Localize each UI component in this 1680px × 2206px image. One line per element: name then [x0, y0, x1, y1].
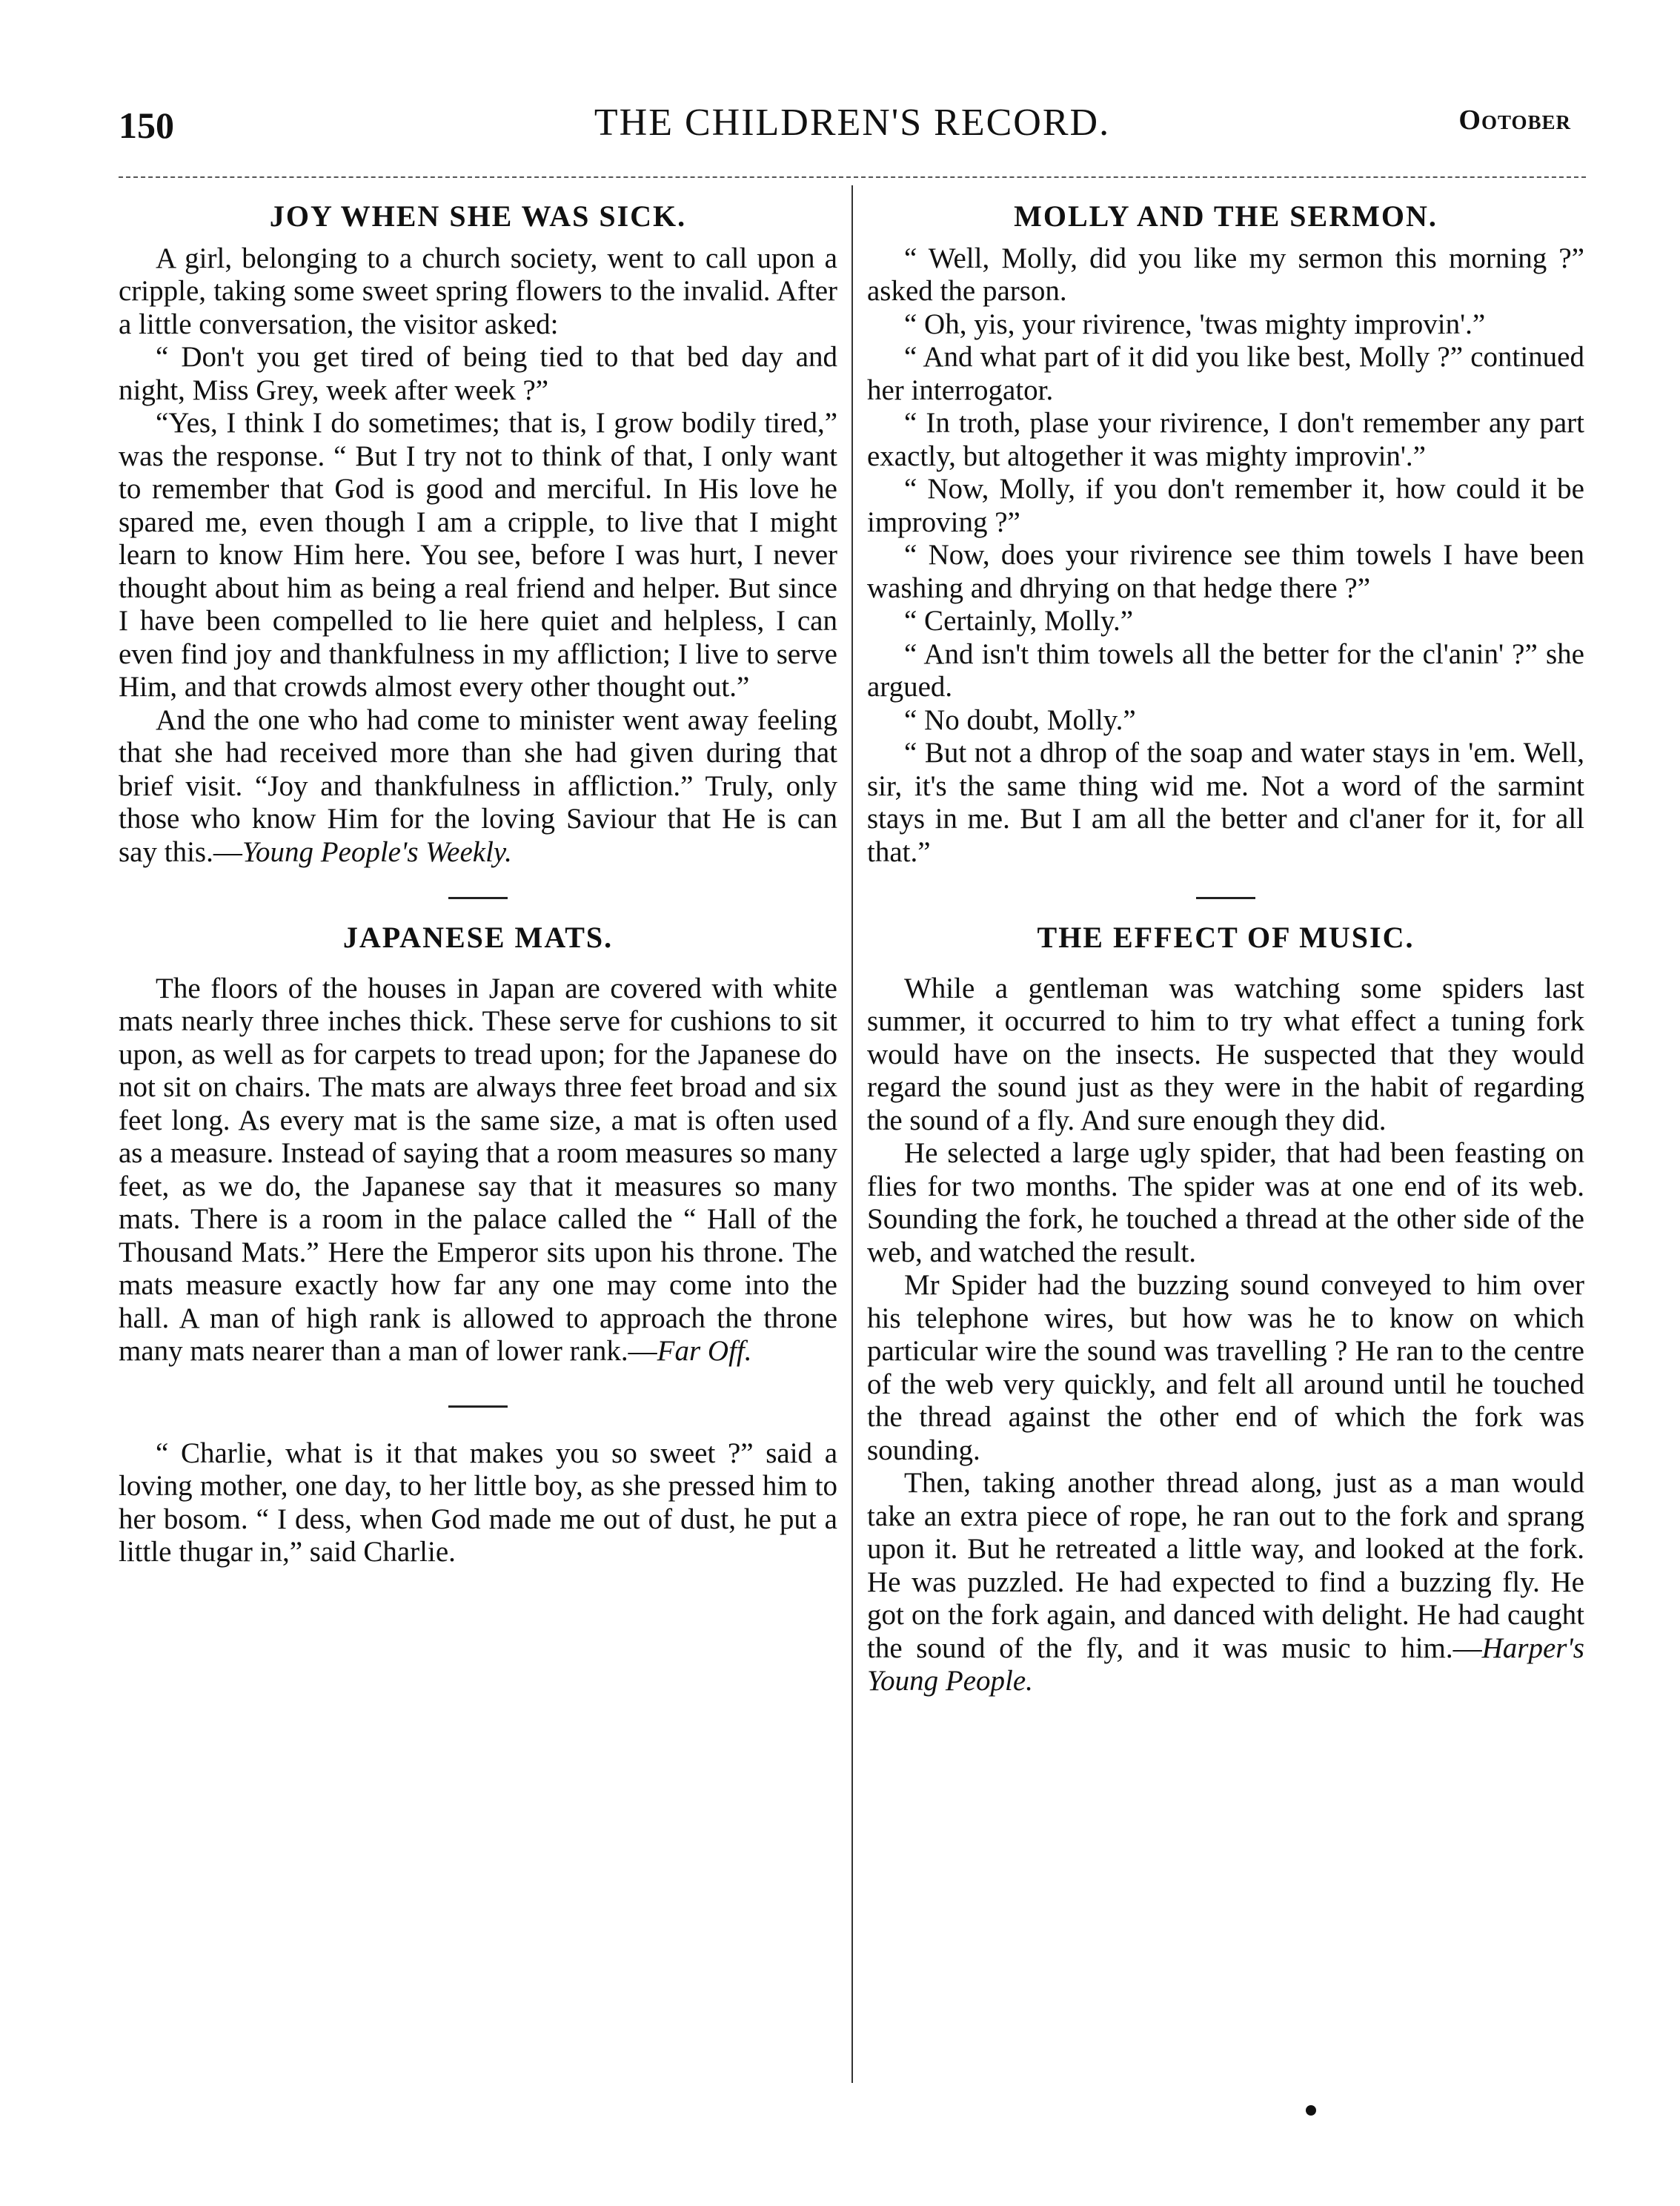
paragraph: “ Well, Molly, did you like my sermon this morning ?” asked the parson. — [867, 242, 1584, 307]
paragraph: “ In troth, plase your rivirence, I don't remember any part exactly, but altogether it was mighty improvin'.” — [867, 407, 1584, 472]
paragraph: “ Now, does your rivirence see thim towels I have been washing and dhrying on that hedge there ?” — [867, 539, 1584, 604]
column-divider — [851, 185, 853, 2083]
paragraph: Mr Spider had the buzzing sound conveyed to him over his telephone wires, but how was he to know on which particular wire the sound was travelling ? He ran to the centre of the web very quickly, and felt all around until he touched the thread against the other end of which the fork was sounding. — [867, 1269, 1584, 1466]
article-title-music: THE EFFECT OF MUSIC. — [1037, 921, 1415, 954]
paragraph: “ And isn't thim towels all the better for the cl'anin' ?” she argued. — [867, 637, 1584, 703]
paragraph: While a gentleman was watching some spiders last summer, it occurred to him to try what effect a tuning fork would have on the insects. He suspected that they would regard the sound just as they were in the habit of regarding the sound of a fly. And sure enough they did. — [867, 972, 1584, 1136]
paragraph — [867, 1467, 1584, 1698]
section-divider — [448, 1405, 508, 1408]
paragraph: “ Now, Molly, if you don't remember it, how could it be improving ?” — [867, 473, 1584, 538]
left-column — [119, 200, 837, 1569]
paragraph: “Yes, I think I do sometimes; that is, I grow bodily tired,” was the response. “ But I try not to think of that, I only want to remember that God is good and merciful. In His love he spared me, even though I am a cripple, to live that I might learn to know Him here. You see, before I was hurt, I never thought about him as being a real friend and helper. But since I have been compelled to lie here quiet and helpless, I can even find joy and thankfulness in my affliction; I live to serve Him, and that crowds almost every other thought out.” — [119, 407, 837, 703]
article-source: Far Off. — [657, 1335, 752, 1367]
paragraph: A girl, belonging to a church society, went to call upon a cripple, taking some sweet spring flowers to the invalid. After a little conversation, the visitor asked: — [119, 242, 837, 340]
paragraph: “ And what part of it did you like best, Molly ?” continued her interrogator. — [867, 341, 1584, 406]
paragraph — [119, 973, 837, 1368]
paragraph: “ Don't you get tired of being tied to that bed day and night, Miss Grey, week after week ?” — [119, 341, 837, 406]
journal-title: THE CHILDREN'S RECORD. — [594, 102, 1111, 144]
section-divider — [1196, 897, 1255, 899]
article-title-japanese-mats: JAPANESE MATS. — [342, 921, 614, 954]
ink-dot — [1306, 2105, 1316, 2116]
paragraph-text: Then, taking another thread along, just as a man would take an extra piece of rope, he ran out to the fork and sprang upon it. But he retreated a little way, and looked at the fork. He was puzzled. He had expected to find a buzzing fly. He got on the fork again, and danced with delight. He had caught the sound of the fly, and it was music to him.— — [867, 1467, 1584, 1664]
paragraph: “ Charlie, what is it that makes you so sweet ?” said a loving mother, one day, to her little boy, as she pressed him to her bosom. “ I dess, when God made me out of dust, he put a little thugar in,” said Charlie. — [119, 1437, 837, 1568]
paragraph: “ No doubt, Molly.” — [904, 703, 1136, 736]
section-divider — [448, 897, 508, 899]
article-title-molly: MOLLY AND THE SERMON. — [1014, 199, 1438, 233]
article-source: Young People's Weekly. — [242, 835, 512, 868]
paragraph: He selected a large ugly spider, that had been feasting on flies for two months. The spider was at one end of its web. Sounding the fork, he touched a thread at the other side of the web, and watched the result. — [867, 1137, 1584, 1268]
issue-month: Ootober — [1458, 105, 1571, 136]
paragraph: “ Oh, yis, your rivirence, 'twas mighty improvin'.” — [904, 308, 1486, 340]
header-rule — [119, 176, 1586, 178]
page-header — [119, 104, 1586, 156]
right-column — [867, 200, 1584, 1698]
page-number: 150 — [119, 105, 174, 146]
paragraph — [119, 704, 837, 870]
article-source: Harper's Young People. — [867, 1632, 1584, 1697]
paragraph-text: The floors of the houses in Japan are covered with white mats nearly three inches thick. These serve for cushions to sit upon, as well as for carpets to tread upon; for the Japanese do not sit on chairs. The mats are always three feet broad and six feet long. As every mat is the same size, a mat is often used as a measure. Instead of saying that a room measures so many feet, as we do, the Japanese say that it measures so many mats. There is a room in the palace called the “ Hall of the Thousand Mats.” Here the Emperor sits upon his throne. The mats measure exactly how far any one may come into the hall. A man of high rank is allowed to approach the throne many mats nearer than a man of lower rank.— — [119, 972, 837, 1367]
paragraph-text: And the one who had come to minister went away feeling that she had received more than she had given during that brief visit. “Joy and thankfulness in affliction.” Truly, only those who know Him for the loving Saviour that He is can say this.— — [119, 703, 837, 868]
paragraph: “ But not a dhrop of the soap and water stays in 'em. Well, sir, it's the same thing wid me. Not a word of the sarmint stays in me. But I am all the better and cl'aner for it, for all that.” — [867, 737, 1584, 868]
paragraph: “ Certainly, Molly.” — [904, 605, 1134, 637]
article-title-joy: JOY WHEN SHE WAS SICK. — [269, 199, 687, 233]
